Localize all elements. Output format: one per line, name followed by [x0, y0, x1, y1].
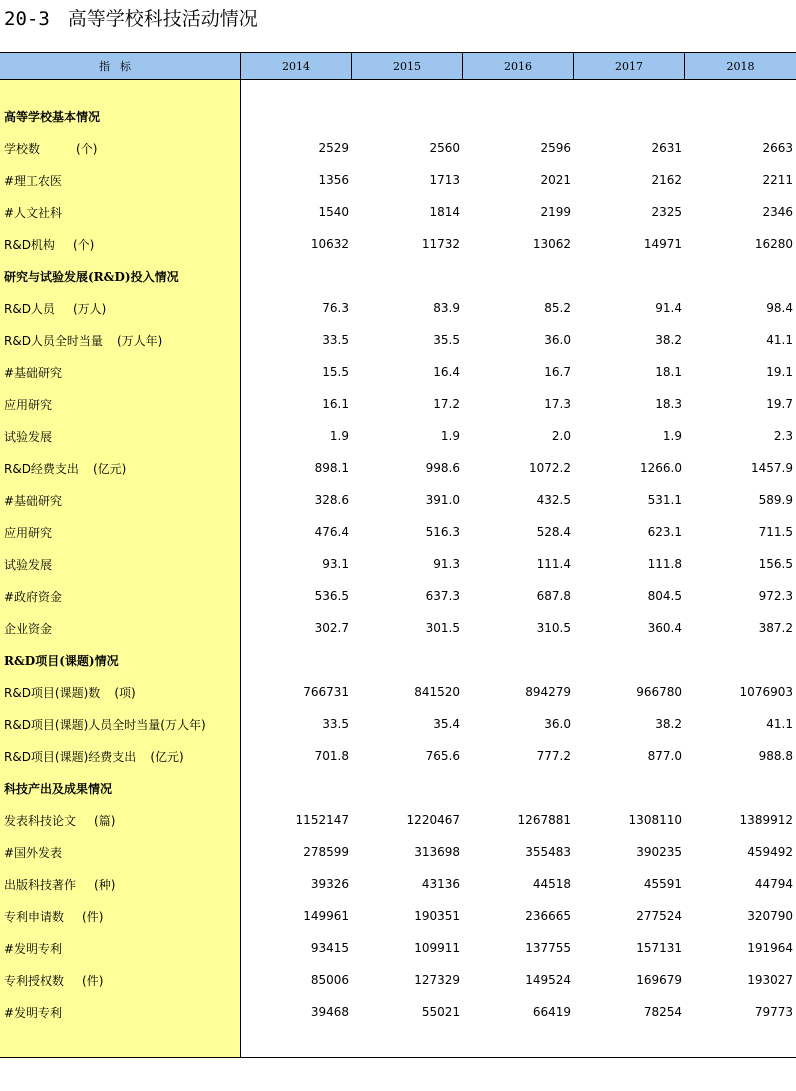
value-cell: 127329: [414, 973, 460, 987]
value-cell: 988.8: [758, 749, 793, 763]
value-cell: 310.5: [536, 621, 571, 635]
value-cell: 36.0: [544, 333, 571, 347]
indicator-name: 高等学校基本情况: [4, 109, 101, 124]
section-header-row: [0, 260, 796, 292]
value-cell: 14971: [643, 237, 682, 251]
value-cell: 328.6: [314, 493, 349, 507]
table-row: [0, 388, 796, 420]
value-cell: 43136: [421, 877, 460, 891]
indicator-name: R&D人员全时当量: [4, 333, 103, 348]
table-row: [0, 932, 796, 964]
indicator-name: 研究与试验发展(R&D)投入情况: [4, 269, 179, 284]
header-year: 2015: [352, 53, 463, 79]
value-cell: 35.4: [433, 717, 460, 731]
value-cell: 44794: [754, 877, 793, 891]
value-cell: 2199: [540, 205, 571, 219]
value-cell: 93415: [310, 941, 349, 955]
table-title: 高等学校科技活动情况: [67, 8, 258, 30]
value-cell: 360.4: [647, 621, 682, 635]
value-cell: 387.2: [758, 621, 793, 635]
value-cell: 302.7: [314, 621, 349, 635]
row-label: [0, 140, 241, 157]
value-cell: 1220467: [406, 813, 460, 827]
value-cell: 1076903: [739, 685, 793, 699]
value-cell: 2346: [762, 205, 793, 219]
value-cell: 1266.0: [640, 461, 682, 475]
value-cell: 157131: [636, 941, 682, 955]
value-cell: 432.5: [536, 493, 571, 507]
row-label: [0, 364, 241, 381]
value-cell: 85006: [310, 973, 349, 987]
indicator-unit: (篇): [94, 813, 116, 828]
value-cell: 277524: [636, 909, 682, 923]
table-row: [0, 740, 796, 772]
indicator-unit: (种): [94, 877, 116, 892]
indicator-unit: (亿元): [150, 749, 184, 764]
row-label: [0, 1004, 241, 1021]
indicator-name: 试验发展: [4, 429, 53, 444]
table-row: [0, 868, 796, 900]
value-cell: 17.3: [544, 397, 571, 411]
value-cell: 44518: [532, 877, 571, 891]
value-cell: 91.3: [433, 557, 460, 571]
value-cell: 2529: [318, 141, 349, 155]
value-cell: 2021: [540, 173, 571, 187]
value-cell: 391.0: [425, 493, 460, 507]
indicator-name: R&D项目(课题)经费支出: [4, 749, 137, 764]
value-cell: 390235: [636, 845, 682, 859]
value-cell: 1457.9: [751, 461, 793, 475]
value-cell: 39326: [310, 877, 349, 891]
row-label: [0, 172, 241, 189]
value-cell: 16280: [754, 237, 793, 251]
value-cell: 536.5: [314, 589, 349, 603]
value-cell: 236665: [525, 909, 571, 923]
value-cell: 38.2: [655, 333, 682, 347]
table-row: [0, 292, 796, 324]
row-label: [0, 492, 241, 509]
value-cell: 66419: [532, 1005, 571, 1019]
indicator-unit: (项): [114, 685, 136, 700]
value-cell: 1389912: [739, 813, 793, 827]
value-cell: 711.5: [758, 525, 793, 539]
value-cell: 2560: [429, 141, 460, 155]
value-cell: 191964: [747, 941, 793, 955]
value-cell: 55021: [421, 1005, 460, 1019]
value-cell: 156.5: [758, 557, 793, 571]
value-cell: 2.3: [773, 429, 793, 443]
indicator-name: R&D项目(课题)数: [4, 685, 101, 700]
table-row: [0, 132, 796, 164]
indicator-name: R&D人员: [4, 301, 55, 316]
value-cell: 313698: [414, 845, 460, 859]
value-cell: 528.4: [536, 525, 571, 539]
indicator-name: #人文社科: [4, 205, 63, 220]
value-cell: 91.4: [655, 301, 682, 315]
indicator-name: R&D项目(课题)人员全时当量(万人年): [4, 717, 206, 732]
value-cell: 38.2: [655, 717, 682, 731]
header-indicator: 指标: [0, 53, 241, 79]
header-year: 2016: [463, 53, 574, 79]
indicator-name: R&D经费支出: [4, 461, 79, 476]
table-row: [0, 804, 796, 836]
indicator-name: 出版科技著作: [4, 877, 77, 892]
value-cell: 35.5: [433, 333, 460, 347]
value-cell: 637.3: [425, 589, 460, 603]
table-row: [0, 228, 796, 260]
value-cell: 79773: [754, 1005, 793, 1019]
row-label: [0, 524, 241, 541]
indicator-unit: (万人): [72, 301, 107, 316]
value-cell: 93.1: [322, 557, 349, 571]
row-label: [0, 332, 241, 349]
value-cell: 1356: [318, 173, 349, 187]
row-label: [0, 684, 241, 701]
value-cell: 16.4: [433, 365, 460, 379]
table-row: [0, 996, 796, 1028]
table-row: [0, 548, 796, 580]
value-cell: 972.3: [758, 589, 793, 603]
value-cell: 13062: [532, 237, 571, 251]
value-cell: 18.3: [655, 397, 682, 411]
value-cell: 15.5: [322, 365, 349, 379]
section-header-row: [0, 644, 796, 676]
value-cell: 476.4: [314, 525, 349, 539]
indicator-name: #基础研究: [4, 365, 63, 380]
row-label: [0, 300, 241, 317]
value-cell: 85.2: [544, 301, 571, 315]
row-label: [0, 556, 241, 573]
indicator-name: #发明专利: [4, 1005, 63, 1020]
value-cell: 765.6: [425, 749, 460, 763]
value-cell: 17.2: [433, 397, 460, 411]
value-cell: 11732: [421, 237, 460, 251]
indicator-name: 科技产出及成果情况: [4, 781, 113, 796]
indicator-unit: (亿元): [92, 461, 127, 476]
indicator-unit: (个): [72, 237, 95, 252]
indicator-unit: (件): [82, 973, 104, 988]
table-row: [0, 676, 796, 708]
value-cell: 111.8: [647, 557, 682, 571]
value-cell: 687.8: [536, 589, 571, 603]
row-label: [0, 908, 241, 925]
row-label: [0, 652, 241, 669]
value-cell: 78254: [643, 1005, 682, 1019]
value-cell: 1152147: [295, 813, 349, 827]
indicator-name: 试验发展: [4, 557, 53, 572]
value-cell: 19.1: [766, 365, 793, 379]
row-label: [0, 844, 241, 861]
value-cell: 841520: [414, 685, 460, 699]
value-cell: 2325: [651, 205, 682, 219]
value-cell: 41.1: [766, 717, 793, 731]
row-label: [0, 460, 241, 477]
value-cell: 777.2: [536, 749, 571, 763]
value-cell: 149961: [303, 909, 349, 923]
value-cell: 2211: [762, 173, 793, 187]
value-cell: 459492: [747, 845, 793, 859]
data-table: [0, 52, 796, 1058]
value-cell: 10632: [310, 237, 349, 251]
row-label: [0, 268, 241, 285]
table-row: [0, 580, 796, 612]
value-cell: 39468: [310, 1005, 349, 1019]
value-cell: 898.1: [314, 461, 349, 475]
table-number: 20-3: [4, 8, 50, 30]
indicator-name: 专利授权数: [4, 973, 65, 988]
value-cell: 16.1: [322, 397, 349, 411]
indicator-name: 专利申请数: [4, 909, 65, 924]
indicator-name: 发表科技论文: [4, 813, 77, 828]
value-cell: 998.6: [425, 461, 460, 475]
row-label: [0, 108, 241, 125]
table-row: [0, 516, 796, 548]
value-cell: 19.7: [766, 397, 793, 411]
value-cell: 320790: [747, 909, 793, 923]
row-label: [0, 972, 241, 989]
table-bottom-border: [0, 1057, 796, 1058]
value-cell: 33.5: [322, 333, 349, 347]
value-cell: 2.0: [551, 429, 571, 443]
table-row: [0, 420, 796, 452]
indicator-name: #国外发表: [4, 845, 63, 860]
table-row: [0, 964, 796, 996]
value-cell: 623.1: [647, 525, 682, 539]
indicator-name: 企业资金: [4, 621, 53, 636]
indicator-name: #政府资金: [4, 589, 63, 604]
value-cell: 2663: [762, 141, 793, 155]
value-cell: 41.1: [766, 333, 793, 347]
value-cell: 877.0: [647, 749, 682, 763]
row-label: [0, 812, 241, 829]
row-label: [0, 204, 241, 221]
section-header-row: [0, 100, 796, 132]
value-cell: 1713: [429, 173, 460, 187]
value-cell: 83.9: [433, 301, 460, 315]
row-label: [0, 876, 241, 893]
indicator-name: R&D机构: [4, 237, 55, 252]
value-cell: 1.9: [329, 429, 349, 443]
indicator-unit: (件): [82, 909, 104, 924]
row-label: [0, 748, 241, 765]
table-row: [0, 708, 796, 740]
value-cell: 111.4: [536, 557, 571, 571]
value-cell: 966780: [636, 685, 682, 699]
page-title: [4, 6, 258, 32]
table-row: [0, 900, 796, 932]
row-label: [0, 716, 241, 733]
value-cell: 1540: [318, 205, 349, 219]
indicator-name: #基础研究: [4, 493, 63, 508]
value-cell: 193027: [747, 973, 793, 987]
value-cell: 33.5: [322, 717, 349, 731]
table-row: [0, 324, 796, 356]
value-cell: 1308110: [628, 813, 682, 827]
value-cell: 18.1: [655, 365, 682, 379]
indicator-name: R&D项目(课题)情况: [4, 653, 119, 668]
header-year: 2017: [574, 53, 685, 79]
table-row: [0, 612, 796, 644]
section-header-row: [0, 772, 796, 804]
indicator-name: 应用研究: [4, 525, 53, 540]
value-cell: 1072.2: [529, 461, 571, 475]
header-year: 2018: [726, 59, 755, 73]
value-cell: 766731: [303, 685, 349, 699]
table-header-row: [0, 52, 796, 80]
value-cell: 45591: [643, 877, 682, 891]
value-cell: 190351: [414, 909, 460, 923]
table-row: [0, 836, 796, 868]
row-label: [0, 940, 241, 957]
indicator-name: 学校数: [4, 141, 41, 156]
value-cell: 589.9: [758, 493, 793, 507]
table-row: [0, 196, 796, 228]
value-cell: 1267881: [517, 813, 571, 827]
value-cell: 278599: [303, 845, 349, 859]
value-cell: 1814: [429, 205, 460, 219]
value-cell: 16.7: [544, 365, 571, 379]
value-cell: 149524: [525, 973, 571, 987]
value-cell: 109911: [414, 941, 460, 955]
value-cell: 301.5: [425, 621, 460, 635]
value-cell: 1.9: [440, 429, 460, 443]
value-cell: 1.9: [662, 429, 682, 443]
value-cell: 169679: [636, 973, 682, 987]
value-cell: 98.4: [766, 301, 793, 315]
value-cell: 701.8: [314, 749, 349, 763]
value-cell: 355483: [525, 845, 571, 859]
row-label: [0, 396, 241, 413]
row-label: [0, 236, 241, 253]
header-year: 2014: [241, 53, 352, 79]
value-cell: 894279: [525, 685, 571, 699]
value-cell: 804.5: [647, 589, 682, 603]
value-cell: 76.3: [322, 301, 349, 315]
value-cell: 36.0: [544, 717, 571, 731]
table-row: [0, 356, 796, 388]
indicator-unit: (万人年): [116, 333, 163, 348]
indicator-unit: (个): [76, 141, 98, 156]
indicator-name: #发明专利: [4, 941, 63, 956]
row-label: [0, 588, 241, 605]
row-label: [0, 620, 241, 637]
value-cell: 2162: [651, 173, 682, 187]
table-row: [0, 164, 796, 196]
row-label: [0, 780, 241, 797]
value-cell: 2631: [651, 141, 682, 155]
indicator-name: #理工农医: [4, 173, 63, 188]
value-cell: 137755: [525, 941, 571, 955]
value-cell: 531.1: [647, 493, 682, 507]
table-row: [0, 452, 796, 484]
value-cell: 2596: [540, 141, 571, 155]
row-label: [0, 428, 241, 445]
indicator-name: 应用研究: [4, 397, 53, 412]
table-row: [0, 484, 796, 516]
value-cell: 516.3: [425, 525, 460, 539]
